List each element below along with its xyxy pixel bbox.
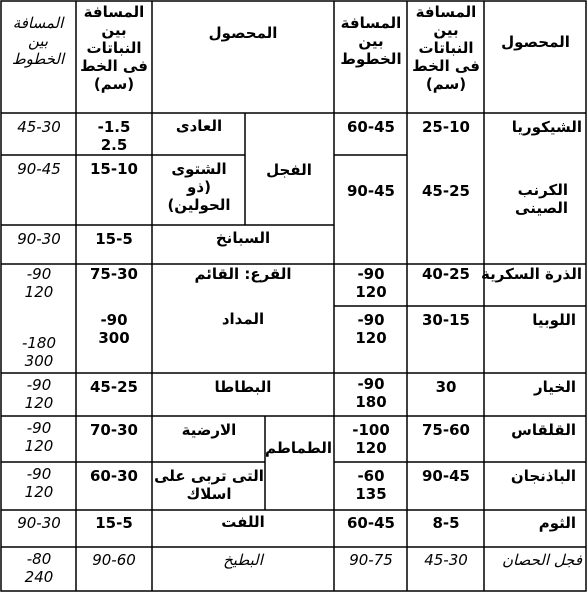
header-row-spacing-left: المسافة بين الخطوط	[11, 14, 65, 68]
crop-chinese-cabbage: الكرنب الصينى	[515, 181, 568, 217]
tomato-ground-plant-spacing: 70-30	[90, 421, 138, 439]
spinach-row-spacing: 90-30	[17, 230, 61, 248]
sweet-corn-row-spacing: -90 120	[355, 265, 387, 301]
turnip-plant-spacing: 15-5	[95, 514, 133, 532]
tomato-ground-row-spacing: -90 120	[24, 419, 54, 455]
cowpea-row-spacing: -90 120	[355, 311, 387, 347]
eggplant-row-spacing: -60 135	[355, 467, 387, 503]
crop-horseradish: فجل الحصان	[502, 551, 582, 569]
crop-watermelon: البطيخ	[223, 551, 263, 569]
tomato-ground-label: الارضية	[181, 421, 237, 439]
turnip-row-spacing: 90-30	[17, 514, 61, 532]
crop-cucumber: الخيار	[534, 378, 576, 396]
tomato-wire-label: التى تربى على اسلاك	[154, 467, 264, 503]
chinese-cabbage-row-spacing: 90-45	[347, 182, 395, 200]
horseradish-plant-spacing: 45-30	[424, 551, 468, 569]
crop-eggplant: الباذنجان	[510, 467, 576, 485]
garlic-row-spacing: 60-45	[347, 514, 395, 532]
cucumber-row-spacing: -90 180	[355, 375, 387, 411]
crop-spinach: السبانخ	[215, 229, 271, 247]
taro-row-spacing: -100 120	[352, 421, 390, 457]
spinach-plant-spacing: 15-5	[95, 230, 133, 248]
radish-normal-plant-spacing: -1.5 2.5	[97, 118, 131, 154]
header-crop-right: المحصول	[501, 33, 570, 51]
tomato-wire-plant-spacing: 60-30	[90, 467, 138, 485]
crop-radish: الفجل	[266, 161, 312, 179]
crop-squash-trailing: المداد	[221, 310, 265, 328]
header-row-spacing-right: المسافة بين الخطوط	[340, 14, 402, 68]
eggplant-plant-spacing: 90-45	[422, 467, 470, 485]
chinese-cabbage-plant-spacing: 45-25	[422, 182, 470, 200]
header-plant-spacing-left: المسافة بين النباتات فى الخط (سم)	[80, 3, 148, 93]
chicory-row-spacing: 60-45	[347, 118, 395, 136]
sweet-corn-plant-spacing: 40-25	[422, 265, 470, 283]
crop-cowpea: اللوبيا	[532, 311, 576, 329]
squash-trailing-plant-spacing: -90 300	[98, 311, 130, 347]
crop-taro: القلقاس	[511, 421, 576, 439]
potato-plant-spacing: 45-25	[90, 378, 138, 396]
crop-turnip: اللفت	[221, 513, 265, 531]
watermelon-plant-spacing: 90-60	[92, 551, 136, 569]
watermelon-row-spacing: -80 240	[24, 550, 54, 586]
crop-potato: البطاطا	[214, 378, 272, 396]
radish-winter-plant-spacing: 15-10	[90, 160, 138, 178]
cucumber-plant-spacing: 30	[435, 378, 457, 396]
potato-row-spacing: -90 120	[24, 376, 54, 412]
horseradish-row-spacing: 90-75	[349, 551, 393, 569]
taro-plant-spacing: 75-60	[422, 421, 470, 439]
radish-normal-row-spacing: 45-30	[17, 118, 61, 136]
crop-sweet-corn: الذرة السكرية	[481, 265, 582, 283]
crop-squash-standing: القرع: القائم	[194, 265, 292, 283]
squash-trailing-row-spacing: -180 300	[21, 334, 57, 370]
squash-standing-plant-spacing: 75-30	[90, 265, 138, 283]
header-crop-left: المحصول	[208, 24, 278, 42]
tomato-wire-row-spacing: -90 120	[24, 465, 54, 501]
header-plant-spacing-right: المسافة بين النباتات فى الخط (سم)	[412, 3, 480, 93]
chicory-plant-spacing: 25-10	[422, 118, 470, 136]
radish-winter-row-spacing: 90-45	[17, 160, 61, 178]
cowpea-plant-spacing: 30-15	[422, 311, 470, 329]
radish-winter-label: الشتوى (ذو الحولين)	[167, 160, 231, 214]
crop-tomato: الطماطم	[265, 439, 332, 457]
crop-garlic: الثوم	[538, 514, 576, 532]
radish-normal-label: العادى	[175, 117, 223, 135]
crop-chicory: الشيكوريا	[511, 118, 582, 136]
squash-standing-row-spacing: -90 120	[24, 265, 54, 301]
garlic-plant-spacing: 8-5	[432, 514, 460, 532]
